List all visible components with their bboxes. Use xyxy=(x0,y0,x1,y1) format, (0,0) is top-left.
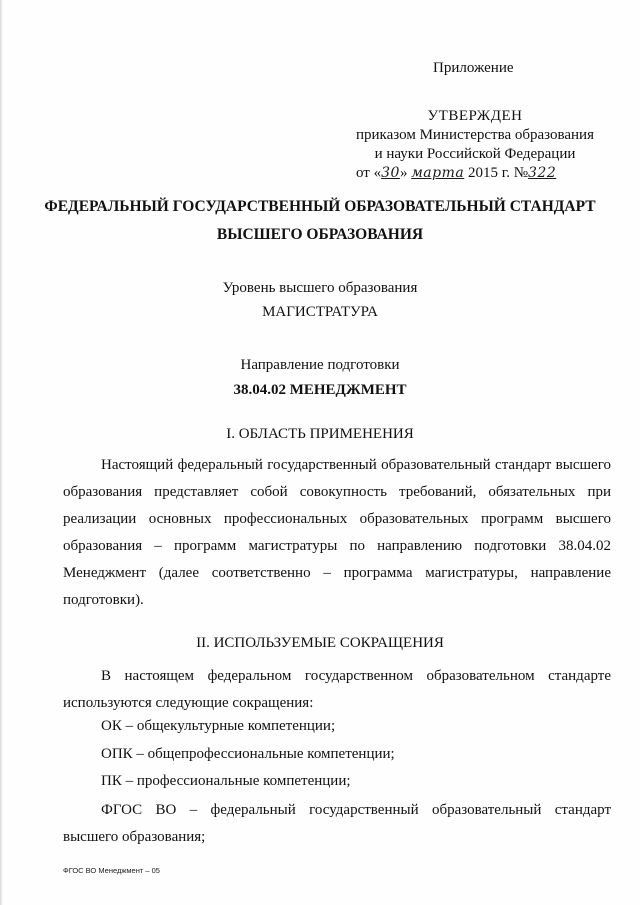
abbreviation-opk: ОПК – общепрофессиональные компетенции; xyxy=(101,746,395,762)
handwritten-day: 30 xyxy=(381,165,400,181)
handwritten-order-number: 322 xyxy=(528,165,557,181)
handwritten-month: марта xyxy=(411,165,465,181)
approval-date-line xyxy=(350,164,600,183)
education-level-value: МАГИСТРАТУРА xyxy=(262,304,378,320)
date-year: 2015 г. № xyxy=(467,165,529,181)
section-2-heading: II. ИСПОЛЬЗУЕМЫЕ СОКРАЩЕНИЯ xyxy=(196,635,444,651)
document-title-line-2: ВЫСШЕГО ОБРАЗОВАНИЯ xyxy=(216,226,424,243)
section-1-heading: I. ОБЛАСТЬ ПРИМЕНЕНИЯ xyxy=(226,426,414,442)
approval-block xyxy=(350,107,600,183)
approval-order-line-2: и науки Российской Федерации xyxy=(374,146,576,162)
appendix-label: Приложение xyxy=(433,60,514,76)
approval-title: УТВЕРЖДЕН xyxy=(427,108,523,124)
date-prefix: от « xyxy=(356,165,382,181)
section-1-paragraph: Настоящий федеральный государственный образовательный стандарт высшего образования представляет собой совокупность требований, обязательных при реализации основных профессиональных образовательных программ высшего образования – программ магистратуры по направлению подготовки 38.04.02 Менеджмент (далее соответственно – программа магистратуры, направление подготовки). xyxy=(63,457,611,608)
direction-label: Направление подготовки xyxy=(240,357,400,373)
scan-edge-shadow xyxy=(0,0,3,905)
section-2-intro: В настоящем федеральном государственном образовательном стандарте используются следующие сокращения: xyxy=(63,668,611,711)
date-mid: » xyxy=(399,165,408,181)
education-level-label: Уровень высшего образования xyxy=(222,280,418,296)
abbreviation-fgos: ФГОС ВО – федеральный государственный образовательный стандарт высшего образования; xyxy=(63,802,611,845)
footer-document-code: ФГОС ВО Менеджмент – 05 xyxy=(63,866,160,875)
document-title-line-1: ФЕДЕРАЛЬНЫЙ ГОСУДАРСТВЕННЫЙ ОБРАЗОВАТЕЛЬНЫЙ СТАНДАРТ xyxy=(44,198,596,215)
abbreviation-ok: ОК – общекультурные компетенции; xyxy=(101,718,336,734)
abbreviation-pk: ПК – профессиональные компетенции; xyxy=(101,773,351,789)
direction-value: 38.04.02 МЕНЕДЖМЕНТ xyxy=(233,382,407,398)
approval-order-line-1: приказом Министерства образования xyxy=(356,127,594,143)
